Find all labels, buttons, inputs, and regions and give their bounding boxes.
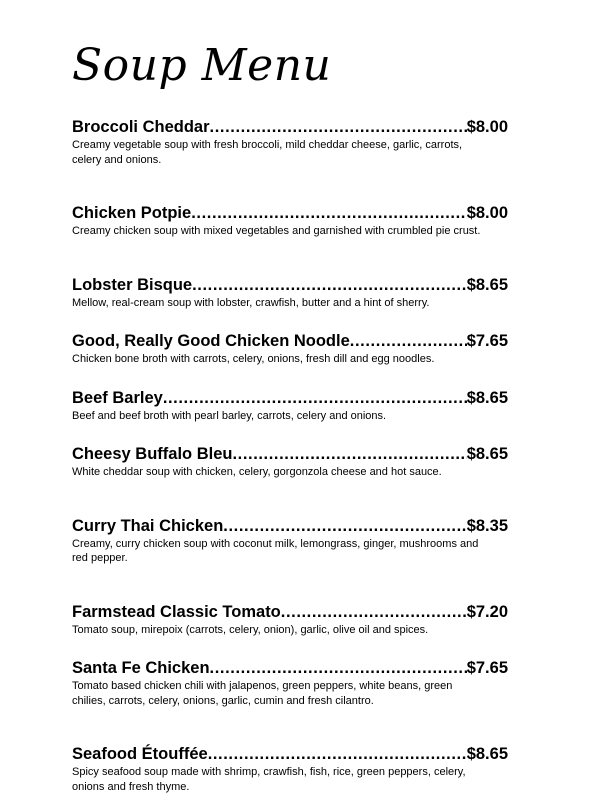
dot-leader bbox=[192, 275, 467, 295]
menu-item-name: Broccoli Cheddar bbox=[72, 118, 210, 136]
menu-item-description: Creamy chicken soup with mixed vegetables and garnished with crumbled pie crust. bbox=[72, 225, 481, 237]
menu-item-name: Good, Really Good Chicken Noodle bbox=[72, 332, 350, 350]
menu-item-price: $7.65 bbox=[466, 659, 508, 677]
menu-list bbox=[72, 117, 508, 794]
dot-leader bbox=[232, 444, 466, 464]
menu-item-chicken-potpie bbox=[72, 203, 508, 239]
menu-item-header bbox=[72, 602, 508, 622]
menu-item-description: Tomato based chicken chili with jalapenos, green peppers, white beans, green chilies, carrots, celery, onions, garlic, cumin and fresh cilantro. bbox=[72, 680, 453, 707]
menu-item-price: $8.00 bbox=[466, 118, 508, 136]
menu-item-header bbox=[72, 275, 508, 295]
menu-item-header bbox=[72, 444, 508, 464]
page-title: Soup Menu bbox=[72, 40, 332, 91]
menu-item-price: $7.20 bbox=[466, 602, 508, 621]
menu-item-chicken-noodle bbox=[72, 331, 508, 367]
menu-item-header bbox=[72, 658, 508, 678]
menu-item-description: Creamy, curry chicken soup with coconut milk, lemongrass, ginger, mushrooms and red pepper. bbox=[72, 537, 479, 564]
dot-leader bbox=[191, 203, 467, 223]
spacer bbox=[72, 637, 508, 658]
dot-leader bbox=[210, 658, 467, 678]
spacer bbox=[72, 708, 508, 744]
menu-item-price: $8.65 bbox=[466, 388, 508, 407]
menu-item-name: Seafood Étouffée bbox=[72, 745, 208, 763]
dot-leader bbox=[223, 516, 466, 536]
menu-item-price: $8.65 bbox=[466, 445, 508, 463]
menu-item-name: Santa Fe Chicken bbox=[72, 659, 210, 677]
menu-item-name: Cheesy Buffalo Bleu bbox=[72, 445, 233, 463]
spacer bbox=[72, 423, 508, 444]
menu-item-description: Tomato soup, mirepoix (carrots, celery, onion), garlic, olive oil and spices. bbox=[72, 623, 429, 636]
menu-item-description: Beef and beef broth with pearl barley, carrots, celery and onions. bbox=[72, 409, 387, 422]
menu-item-header bbox=[72, 117, 508, 137]
menu-item-description: Mellow, real-cream soup with lobster, crawfish, butter and a hint of sherry. bbox=[72, 296, 430, 309]
spacer bbox=[72, 167, 508, 203]
menu-item-description: Creamy vegetable soup with fresh broccoli, mild cheddar cheese, garlic, carrots, celery and onions. bbox=[72, 139, 463, 166]
menu-item-seafood-etouffee bbox=[72, 744, 508, 794]
dot-leader bbox=[163, 388, 467, 408]
menu-item-price: $8.65 bbox=[466, 275, 508, 294]
menu-item-farmstead-classic-tomato bbox=[72, 602, 508, 638]
menu-item-header bbox=[72, 516, 508, 536]
spacer bbox=[72, 310, 508, 331]
menu-item-price: $8.65 bbox=[466, 745, 508, 763]
menu-item-header bbox=[72, 744, 508, 764]
menu-item-lobster-bisque bbox=[72, 275, 508, 311]
menu-item-header bbox=[72, 388, 508, 408]
menu-item-name: Beef Barley bbox=[72, 388, 163, 407]
dot-leader bbox=[281, 602, 467, 622]
menu-item-cheesy-buffalo-bleu bbox=[72, 444, 508, 480]
menu-item-name: Chicken Potpie bbox=[72, 204, 192, 222]
spacer bbox=[72, 480, 508, 516]
menu-item-description: White cheddar soup with chicken, celery, gorgonzola cheese and hot sauce. bbox=[72, 466, 442, 478]
spacer bbox=[72, 367, 508, 388]
spacer bbox=[72, 239, 508, 275]
menu-item-price: $7.65 bbox=[466, 332, 508, 350]
menu-item-santa-fe-chicken bbox=[72, 658, 508, 708]
menu-item-beef-barley bbox=[72, 388, 508, 424]
menu-item-header bbox=[72, 331, 508, 351]
menu-item-broccoli-cheddar bbox=[72, 117, 508, 167]
menu-item-name: Curry Thai Chicken bbox=[72, 516, 224, 535]
dot-leader bbox=[210, 117, 467, 137]
menu-item-price: $8.00 bbox=[466, 204, 508, 222]
menu-item-header bbox=[72, 203, 508, 223]
menu-item-curry-thai-chicken bbox=[72, 516, 508, 566]
menu-item-price: $8.35 bbox=[466, 516, 508, 535]
dot-leader bbox=[208, 744, 467, 764]
menu-item-name: Farmstead Classic Tomato bbox=[72, 602, 281, 621]
dot-leader bbox=[350, 331, 467, 351]
spacer bbox=[72, 566, 508, 602]
menu-item-name: Lobster Bisque bbox=[72, 275, 193, 294]
menu-item-description: Spicy seafood soup made with shrimp, crawfish, fish, rice, green peppers, celery, onions and fresh thyme. bbox=[72, 766, 466, 793]
menu-item-description: Chicken bone broth with carrots, celery, onions, fresh dill and egg noodles. bbox=[72, 353, 435, 365]
